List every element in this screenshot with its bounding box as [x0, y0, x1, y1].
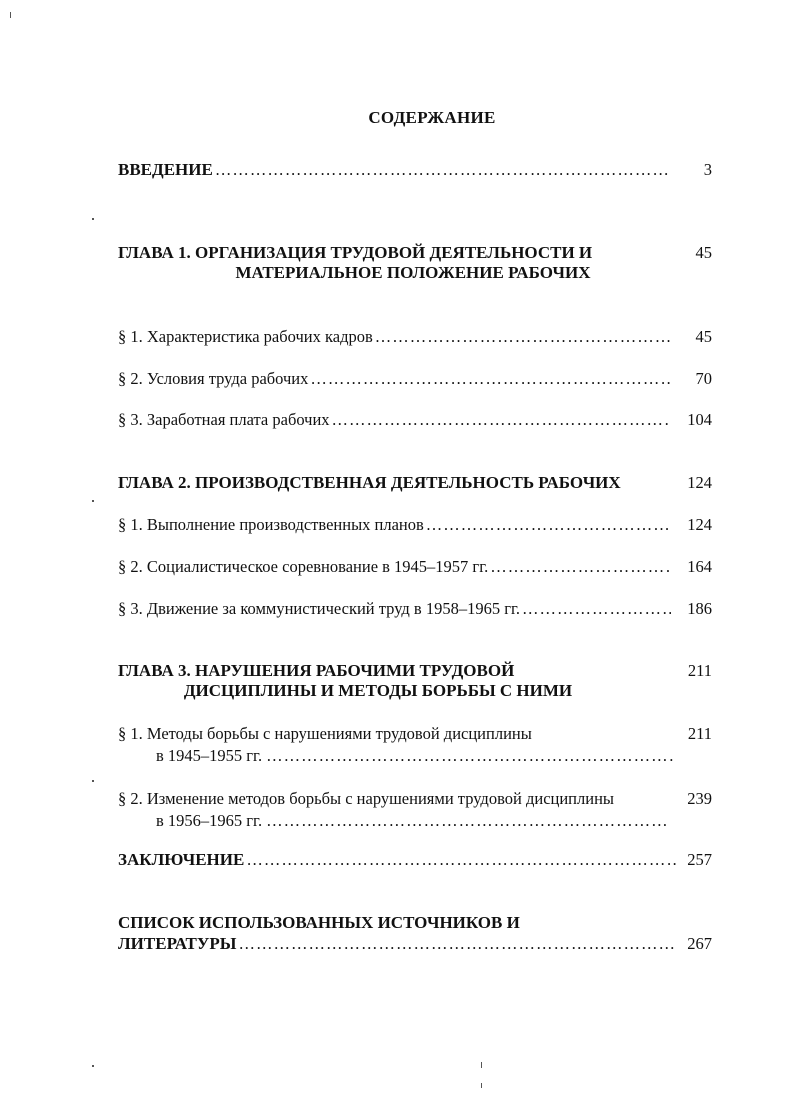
toc-entry-label: § 3. Заработная плата рабочих: [118, 410, 330, 429]
scan-speck: [481, 1083, 482, 1088]
toc-entry-label-cont: в 1945–1955 гг.: [156, 746, 263, 765]
toc-page-number: 70: [695, 369, 712, 388]
toc-page-number: 164: [687, 557, 712, 576]
toc-page-number: 3: [703, 160, 712, 179]
scan-speck: [92, 218, 94, 220]
scan-speck: [481, 1062, 482, 1068]
dot-leader: [310, 369, 671, 389]
scan-speck: [92, 780, 94, 782]
toc-entry-label: § 1. Выполнение производственных планов: [118, 515, 424, 534]
dot-leader: [238, 934, 676, 954]
toc-entry-ch2-s3: [118, 599, 673, 619]
toc-entry-label: § 2. Изменение методов борьбы с нарушениями трудовой дисциплины: [118, 789, 614, 808]
sources-line-1: СПИСОК ИСПОЛЬЗОВАННЫХ ИСТОЧНИКОВ И: [118, 913, 520, 932]
toc-chapter-1: [118, 243, 678, 283]
toc-page-number: 239: [687, 789, 712, 808]
toc-chapter-3: [118, 661, 588, 701]
toc-entry-ch3-s1-cont: [156, 746, 673, 766]
scan-speck: [10, 12, 11, 18]
toc-page-number: 257: [687, 850, 712, 869]
dot-leader: [266, 746, 673, 766]
toc-page-number: 124: [687, 515, 712, 534]
toc-page-number: 267: [687, 934, 712, 953]
toc-entry-label: § 1. Методы борьбы с нарушениями трудовой дисциплины: [118, 724, 532, 743]
toc-entry-ch1-s1: [118, 327, 673, 347]
scan-speck: [92, 1065, 94, 1067]
toc-entry-sources-cont: [118, 934, 678, 954]
toc-entry-label: ЗАКЛЮЧЕНИЕ: [118, 850, 245, 869]
toc-page-number: 45: [695, 243, 712, 262]
sources-line-2: ЛИТЕРАТУРЫ: [118, 934, 237, 953]
toc-entry-label: § 2. Условия труда рабочих: [118, 369, 309, 388]
chapter-line-2: МАТЕРИАЛЬНОЕ ПОЛОЖЕНИЕ РАБОЧИХ: [235, 263, 591, 282]
toc-entry-ch3-s1: [118, 724, 532, 744]
toc-entry-ch1-s2: [118, 369, 673, 389]
toc-page-number: 124: [687, 473, 712, 492]
dot-leader: [246, 850, 676, 870]
toc-entry-intro: [118, 160, 673, 180]
chapter-line-1: ГЛАВА 2. ПРОИЗВОДСТВЕННАЯ ДЕЯТЕЛЬНОСТЬ РАБОЧИХ: [118, 473, 621, 492]
toc-page-number: 211: [687, 661, 712, 680]
dot-leader: [215, 160, 671, 180]
chapter-line-1: ГЛАВА 3. НАРУШЕНИЯ РАБОЧИМИ ТРУДОВОЙ: [118, 661, 515, 680]
dot-leader: [375, 327, 671, 347]
dot-leader: [522, 599, 671, 619]
page-title: СОДЕРЖАНИЕ: [368, 108, 496, 127]
dot-leader: [490, 557, 671, 577]
dot-leader: [426, 515, 671, 535]
toc-page-number: 211: [687, 724, 712, 743]
toc-entry-label: § 1. Характеристика рабочих кадров: [118, 327, 373, 346]
scan-speck: [92, 500, 94, 502]
toc-entry-ch2-s2: [118, 557, 673, 577]
toc-page-number: 186: [687, 599, 712, 618]
chapter-line-2: ДИСЦИПЛИНЫ И МЕТОДЫ БОРЬБЫ С НИМИ: [183, 681, 573, 700]
chapter-line-1: ГЛАВА 1. ОРГАНИЗАЦИЯ ТРУДОВОЙ ДЕЯТЕЛЬНОСТИ И: [118, 243, 593, 262]
dot-leader: [332, 410, 671, 430]
toc-entry-ch3-s2-cont: [156, 811, 668, 831]
toc-chapter-2: [118, 473, 678, 493]
toc-entry-conclusion: [118, 850, 678, 870]
toc-entry-label: ВВЕДЕНИЕ: [118, 160, 213, 179]
toc-entry-ch2-s1: [118, 515, 673, 535]
toc-page-number: 45: [695, 327, 712, 346]
toc-entry-label: § 2. Социалистическое соревнование в 1945–1957 гг.: [118, 557, 489, 576]
toc-entry-sources: [118, 913, 678, 933]
toc-entry-ch3-s2: [118, 789, 614, 809]
toc-entry-label: § 3. Движение за коммунистический труд в 1958–1965 гг.: [118, 599, 521, 618]
toc-page-number: 104: [687, 410, 712, 429]
toc-entry-ch1-s3: [118, 410, 673, 430]
toc-entry-label-cont: в 1956–1965 гг.: [156, 811, 263, 830]
dot-leader: [266, 811, 668, 831]
